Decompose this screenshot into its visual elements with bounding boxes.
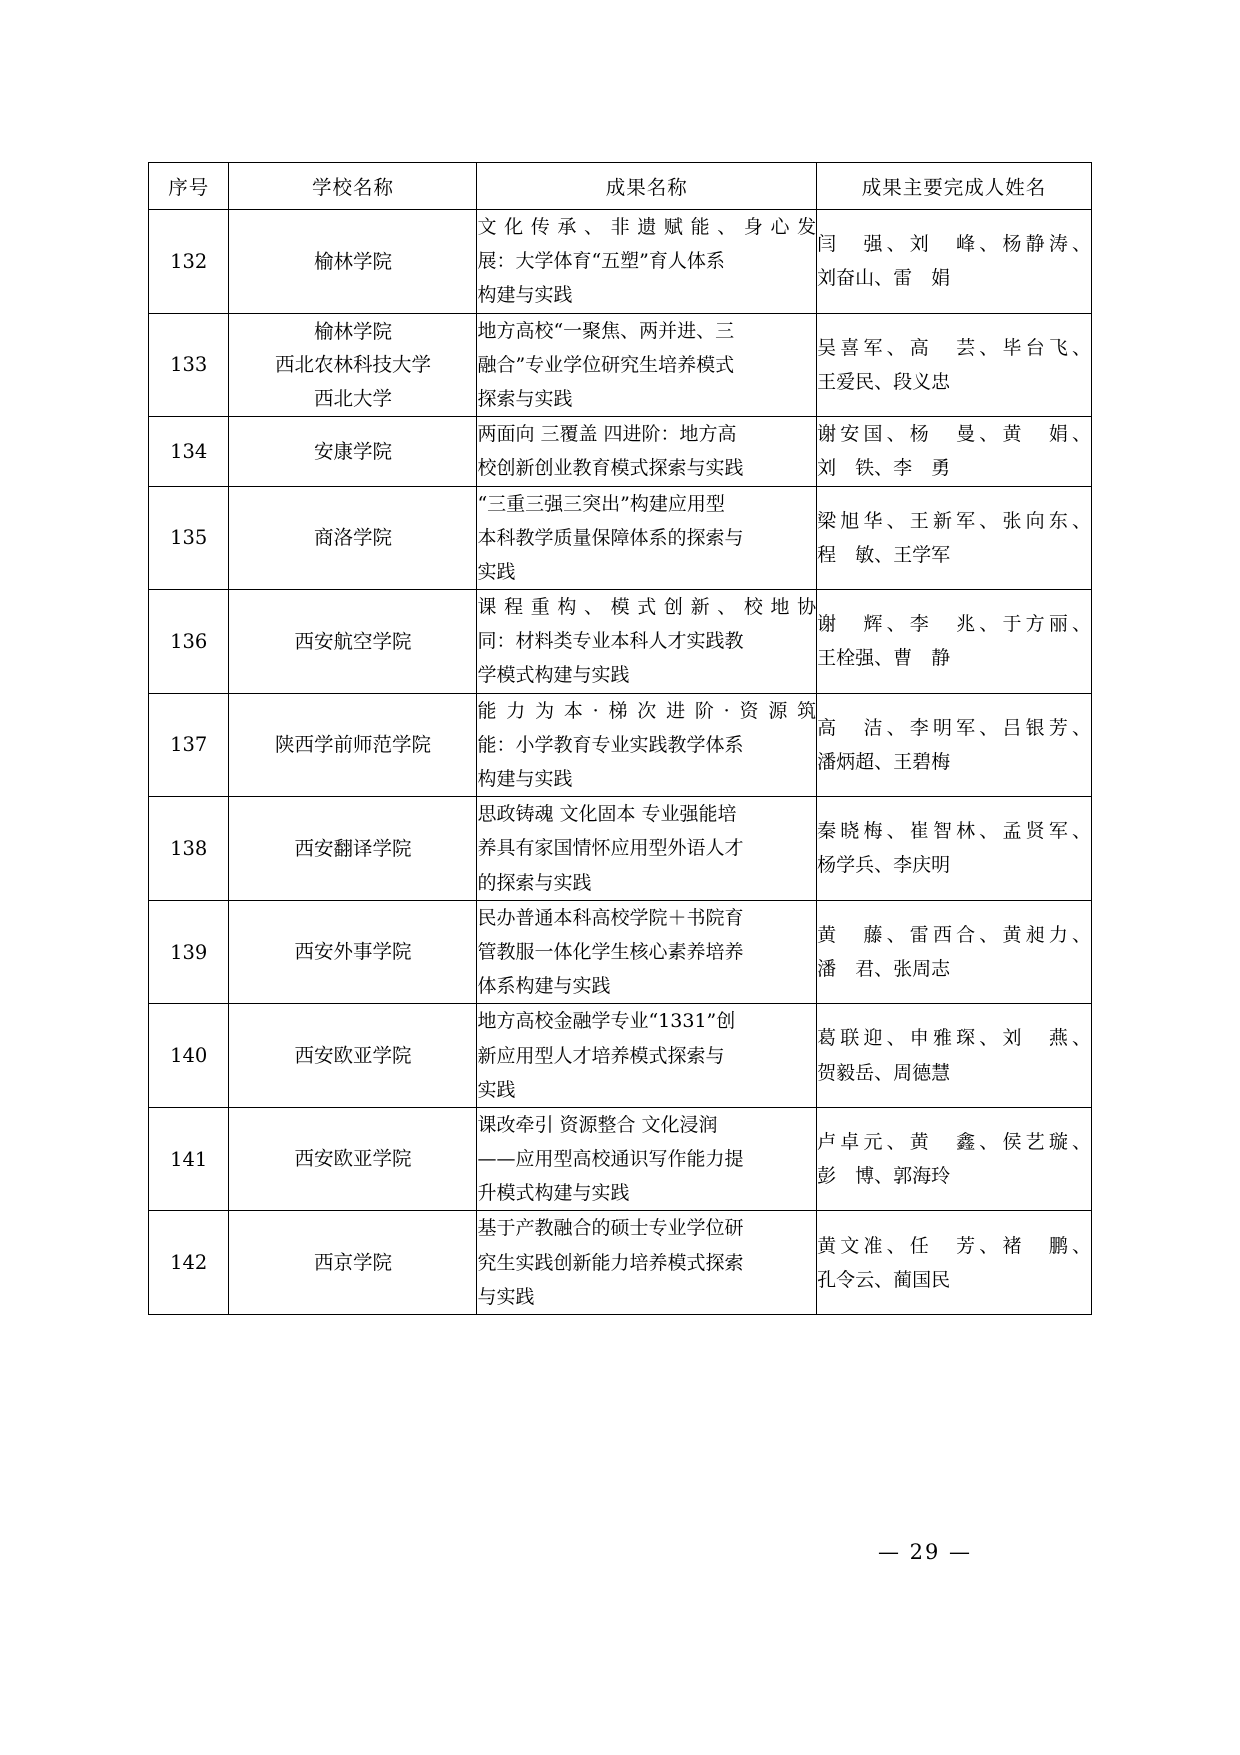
cell-index: 133 [149,313,229,417]
school-line: 安康学院 [313,439,392,463]
cell-people [817,1107,1092,1211]
table-body [149,210,1092,1315]
school-line: 榆林学院 [313,249,392,273]
school-line: 榆林学院 [313,319,392,343]
title-line: 管教服一体化学生核心素养培养 [477,940,744,963]
title-line: 课改牵引 资源整合 文化浸润 [477,1113,718,1136]
school-line: 西安翻译学院 [294,836,412,860]
title-line: 构建与实践 [477,284,573,307]
table-row [149,313,1092,417]
title-line: 校创新创业教育模式探索与实践 [477,457,744,480]
cell-title [477,1107,817,1211]
title-line: 探索与实践 [477,387,573,410]
title-line: 能：小学教育专业实践教学体系 [477,733,744,756]
people-line: 贺毅岳、周德慧 [817,1061,951,1084]
title-line: 体系构建与实践 [477,975,611,998]
people-line: 谢安国、杨 曼、黄 娟、 [817,423,1091,446]
people-line: 王爱民、段义忠 [817,370,951,393]
title-line: 融合”专业学位研究生培养模式 [477,353,735,376]
cell-index: 142 [149,1211,229,1315]
cell-people [817,1004,1092,1108]
title-line: 的探索与实践 [477,871,592,894]
cell-school [229,797,477,901]
cell-people [817,313,1092,417]
table-header [149,163,1092,210]
cell-school [229,417,477,486]
people-line: 葛联迎、申雅琛、刘 燕、 [817,1027,1091,1050]
cell-index: 141 [149,1107,229,1211]
title-line: 实践 [477,560,516,583]
school-line: 西安外事学院 [294,940,412,964]
cell-title [477,486,817,590]
title-line: ——应用型高校通识写作能力提 [477,1148,744,1171]
cell-title [477,313,817,417]
cell-title [477,210,817,314]
cell-school [229,1107,477,1211]
table-row [149,210,1092,314]
school-line: 商洛学院 [313,526,392,550]
column-header-people: 成果主要完成人姓名 [817,163,1092,210]
title-line: 构建与实践 [477,768,573,790]
people-line: 吴喜军、高 芸、毕台飞、 [817,336,1091,359]
cell-school [229,313,477,417]
cell-people [817,417,1092,486]
people-line: 黄文准、任 芳、褚 鹏、 [817,1234,1091,1257]
column-header-title: 成果名称 [477,163,817,210]
table-row [149,417,1092,486]
cell-index: 138 [149,797,229,901]
title-line: 展：大学体育“五塑”育人体系 [477,250,725,273]
people-line: 孔令云、蔺国民 [817,1268,951,1291]
cell-index: 135 [149,486,229,590]
cell-school [229,1004,477,1108]
column-header-index: 序号 [149,163,229,210]
table-row [149,1211,1092,1315]
cell-title [477,417,817,486]
title-line: 究生实践创新能力培养模式探索 [477,1251,744,1274]
table-row [149,1004,1092,1108]
people-line: 刘奋山、雷 娟 [817,267,951,290]
cell-school [229,900,477,1004]
title-line: 本科教学质量保障体系的探索与 [477,526,744,549]
cell-title [477,590,817,694]
cell-people [817,590,1092,694]
table-row [149,486,1092,590]
people-line: 梁旭华、王新军、张向东、 [817,509,1091,532]
cell-people [817,486,1092,590]
title-line: 课 程 重 构 、 模 式 创 新 、 校 地 协 [477,596,817,619]
title-line: 养具有家国情怀应用型外语人才 [477,837,744,860]
cell-title [477,1004,817,1108]
people-line: 彭 博、郭海玲 [817,1165,951,1188]
cell-index: 140 [149,1004,229,1108]
results-table-container [148,162,1092,1315]
table-row [149,693,1092,797]
title-line: 同：材料类专业本科人才实践教 [477,630,744,653]
table-header-row [149,163,1092,210]
table-row [149,900,1092,1004]
cell-index: 137 [149,693,229,797]
people-line: 杨学兵、李庆明 [817,854,951,877]
title-line: 基于产教融合的硕士专业学位研 [477,1217,744,1240]
cell-people [817,1211,1092,1315]
title-line: 实践 [477,1078,516,1101]
cell-title [477,900,817,1004]
page-number: — 29 — [877,1540,973,1564]
people-line: 秦晓梅、崔智林、孟贤军、 [817,820,1091,843]
cell-people [817,900,1092,1004]
school-line: 西北农林科技大学 [274,353,431,377]
table-row [149,797,1092,901]
cell-school [229,1211,477,1315]
people-line: 潘 君、张周志 [817,958,951,981]
people-line: 黄 藤、雷西合、黄昶力、 [817,923,1091,946]
title-line: 新应用型人才培养模式探索与 [477,1044,725,1067]
cell-school [229,210,477,314]
cell-title [477,1211,817,1315]
table-row [149,1107,1092,1211]
school-line: 西北大学 [313,386,392,410]
table-row [149,590,1092,694]
people-line: 闫 强、刘 峰、杨静涛、 [817,233,1091,256]
cell-index: 132 [149,210,229,314]
title-line: 学模式构建与实践 [477,664,630,687]
cell-title [477,797,817,901]
title-line: 文 化 传 承 、 非 遗 赋 能 、 身 心 发 [477,216,817,238]
cell-people [817,693,1092,797]
cell-school [229,486,477,590]
title-line: “三重三强三突出”构建应用型 [477,492,725,515]
cell-index: 134 [149,417,229,486]
people-line: 谢 辉、李 兆、于方丽、 [817,613,1091,636]
cell-school [229,693,477,797]
school-line: 西京学院 [313,1250,392,1274]
title-line: 地方高校金融学专业“1331”创 [477,1010,736,1033]
school-line: 陕西学前师范学院 [274,733,431,757]
people-line: 程 敏、王学军 [817,543,951,566]
people-line: 高 洁、李明军、吕银芳、 [817,716,1091,739]
people-line: 刘 铁、李 勇 [817,457,951,480]
title-line: 能力为本·梯次进阶·资源筑 [477,699,817,722]
people-line: 王栓强、曹 静 [817,647,951,670]
title-line: 地方高校“一聚焦、两并进、三 [477,319,735,342]
school-line: 西安欧亚学院 [294,1043,412,1067]
school-line: 西安欧亚学院 [294,1147,412,1171]
column-header-school: 学校名称 [229,163,477,210]
cell-title [477,693,817,797]
cell-people [817,210,1092,314]
title-line: 民办普通本科高校学院＋书院育 [477,906,744,929]
people-line: 卢卓元、黄 鑫、侯艺璇、 [817,1130,1091,1153]
title-line: 两面向 三覆盖 四进阶：地方高 [477,423,737,446]
school-line: 西安航空学院 [294,629,412,653]
people-line: 潘炳超、王碧梅 [817,750,951,773]
title-line: 思政铸魂 文化固本 专业强能培 [477,803,737,826]
cell-index: 139 [149,900,229,1004]
cell-school [229,590,477,694]
results-table [148,162,1092,1315]
title-line: 与实践 [477,1285,535,1308]
cell-index: 136 [149,590,229,694]
cell-people [817,797,1092,901]
title-line: 升模式构建与实践 [477,1182,630,1205]
